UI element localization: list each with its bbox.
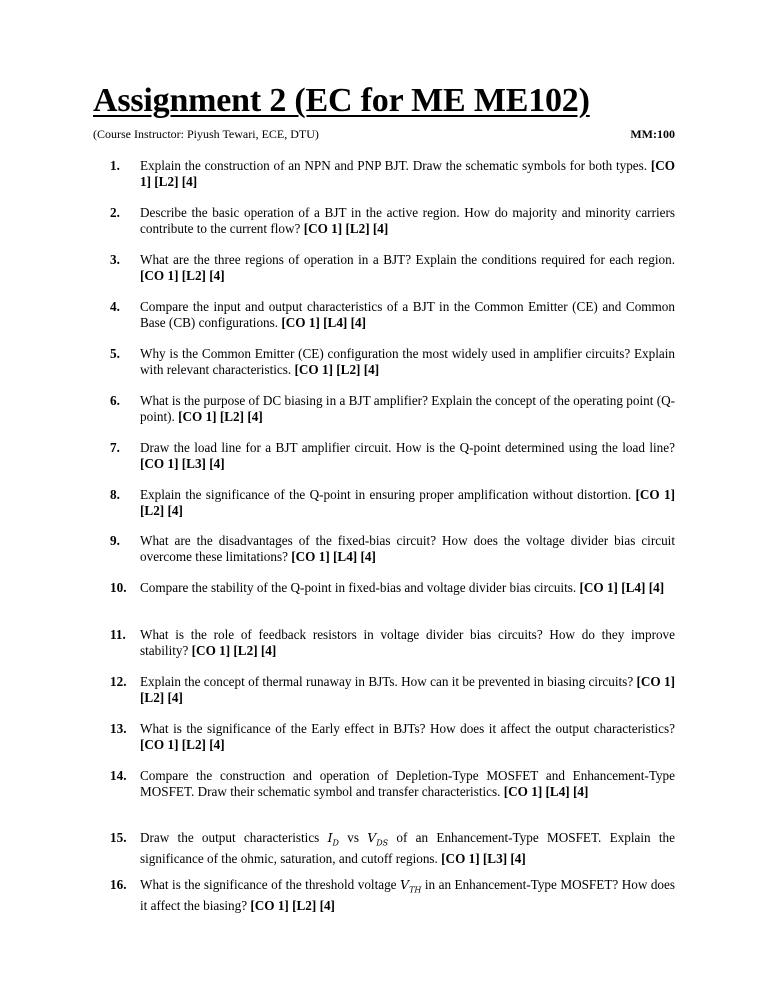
- question-item: [110, 768, 675, 799]
- question-number: 4.: [110, 299, 120, 314]
- question-tags: [CO 1] [L2] [4]: [294, 361, 380, 377]
- question-tags: [CO 1] [L2] [4]: [140, 487, 675, 518]
- question-item: [110, 721, 675, 752]
- question-tags: [CO 1] [L3] [4]: [441, 851, 526, 866]
- question-number: 15.: [110, 830, 127, 845]
- question-text: Describe the basic operation of a BJT in the active region. How do majority and minority carriers contribute to the current flow?: [140, 205, 675, 236]
- question-item: [110, 299, 675, 330]
- question-number: 8.: [110, 487, 120, 502]
- assignment-title: Assignment 2 (EC for ME ME102): [93, 82, 590, 119]
- question-tags: [CO 1] [L2] [4]: [140, 736, 225, 752]
- question-item: [110, 393, 675, 424]
- question-text: Why is the Common Emitter (CE) configuration the most widely used in amplifier circuits? Explain with relevant characteristics.: [140, 346, 675, 377]
- question-text: What is the role of feedback resistors in voltage divider bias circuits? How do they improve stability?: [140, 627, 675, 658]
- question-text: Draw the load line for a BJT amplifier circuit. How is the Q-point determined using the load line?: [140, 440, 675, 455]
- question-text: What is the purpose of DC biasing in a BJT amplifier? Explain the concept of the operating point (Q-point).: [140, 393, 675, 424]
- question-tags: [CO 1] [L2] [4]: [178, 408, 263, 424]
- question-text: Explain the significance of the Q-point in ensuring proper amplification without distortion.: [140, 487, 636, 502]
- question-tags: [CO 1] [L4] [4]: [281, 314, 366, 330]
- question-item: [110, 877, 675, 914]
- question-item: [110, 533, 675, 564]
- question-text: What are the three regions of operation in a BJT? Explain the conditions required for each region.: [140, 252, 675, 267]
- question-text-part: vs: [338, 830, 368, 845]
- question-number: 11.: [110, 627, 126, 642]
- question-tags: [CO 1] [L2] [4]: [303, 220, 389, 236]
- question-number: 9.: [110, 533, 120, 548]
- question-item: [110, 830, 675, 867]
- drain-source-voltage-symbol: $V_{DS}$: [367, 830, 389, 848]
- question-number: 10.: [110, 580, 127, 595]
- question-tags: [CO 1] [L4] [4]: [579, 580, 665, 595]
- question-text: Explain the construction of an NPN and PNP BJT. Draw the schematic symbols for both types.: [140, 158, 651, 173]
- question-text: What is the significance of the Early effect in BJTs? How does it affect the output characteristics?: [140, 721, 675, 736]
- question-text-part: in an Enhancement-Type MOSFET? How does it affect the biasing?: [140, 877, 675, 913]
- question-tags: [CO 1] [L2] [4]: [140, 158, 675, 189]
- question-number: 7.: [110, 440, 120, 455]
- question-item: [110, 346, 675, 377]
- question-number: 12.: [110, 674, 127, 689]
- question-text: Compare the stability of the Q-point in fixed-bias and voltage divider bias circuits.: [140, 580, 580, 595]
- question-tags: [CO 1] [L2] [4]: [140, 267, 225, 283]
- question-text-part: of an Enhancement-Type MOSFET. Explain the significance of the ohmic, saturation, and cutoff regions.: [140, 830, 675, 866]
- question-tags: [CO 1] [L3] [4]: [140, 455, 225, 471]
- question-number: 1.: [110, 158, 120, 173]
- question-number: 14.: [110, 768, 127, 783]
- question-text: What are the disadvantages of the fixed-bias circuit? How does the voltage divider bias circuit overcome these limitations?: [140, 533, 675, 564]
- question-item: [110, 674, 675, 705]
- question-number: 13.: [110, 721, 127, 736]
- question-item: [110, 580, 675, 596]
- question-text-part: What is the significance of the threshold voltage: [140, 877, 401, 892]
- question-text: Compare the input and output characteristics of a BJT in the Common Emitter (CE) and Common Base (CB) configurations.: [140, 299, 675, 330]
- question-number: 6.: [110, 393, 120, 408]
- question-text: Explain the concept of thermal runaway in BJTs. How can it be prevented in biasing circuits?: [140, 674, 637, 689]
- question-item: [110, 158, 675, 189]
- question-number: 2.: [110, 205, 120, 220]
- question-item: [110, 487, 675, 518]
- question-item: [110, 440, 675, 471]
- question-item: [110, 252, 675, 283]
- header-subline: [93, 127, 675, 142]
- question-tags: [CO 1] [L4] [4]: [503, 783, 589, 799]
- threshold-voltage-symbol: $V_{TH}$: [400, 877, 422, 895]
- question-number: 5.: [110, 346, 120, 361]
- question-item: [110, 627, 675, 658]
- question-number: 3.: [110, 252, 120, 267]
- question-text: Compare the construction and operation of Depletion-Type MOSFET and Enhancement-Type MOSFET. Draw their schematic symbol and transfer characteristics.: [140, 768, 675, 799]
- question-tags: [CO 1] [L2] [4]: [140, 674, 675, 705]
- course-instructor: (Course Instructor: Piyush Tewari, ECE, DTU): [93, 127, 319, 141]
- question-tags: [CO 1] [L4] [4]: [291, 548, 376, 564]
- question-item: [110, 205, 675, 236]
- question-text-part: Draw the output characteristics: [140, 830, 328, 845]
- question-number: 16.: [110, 877, 127, 892]
- question-tags: [CO 1] [L2] [4]: [191, 642, 277, 658]
- question-tags: [CO 1] [L2] [4]: [250, 898, 335, 913]
- drain-current-symbol: $I_D$: [327, 830, 339, 848]
- max-marks: MM:100: [630, 127, 675, 141]
